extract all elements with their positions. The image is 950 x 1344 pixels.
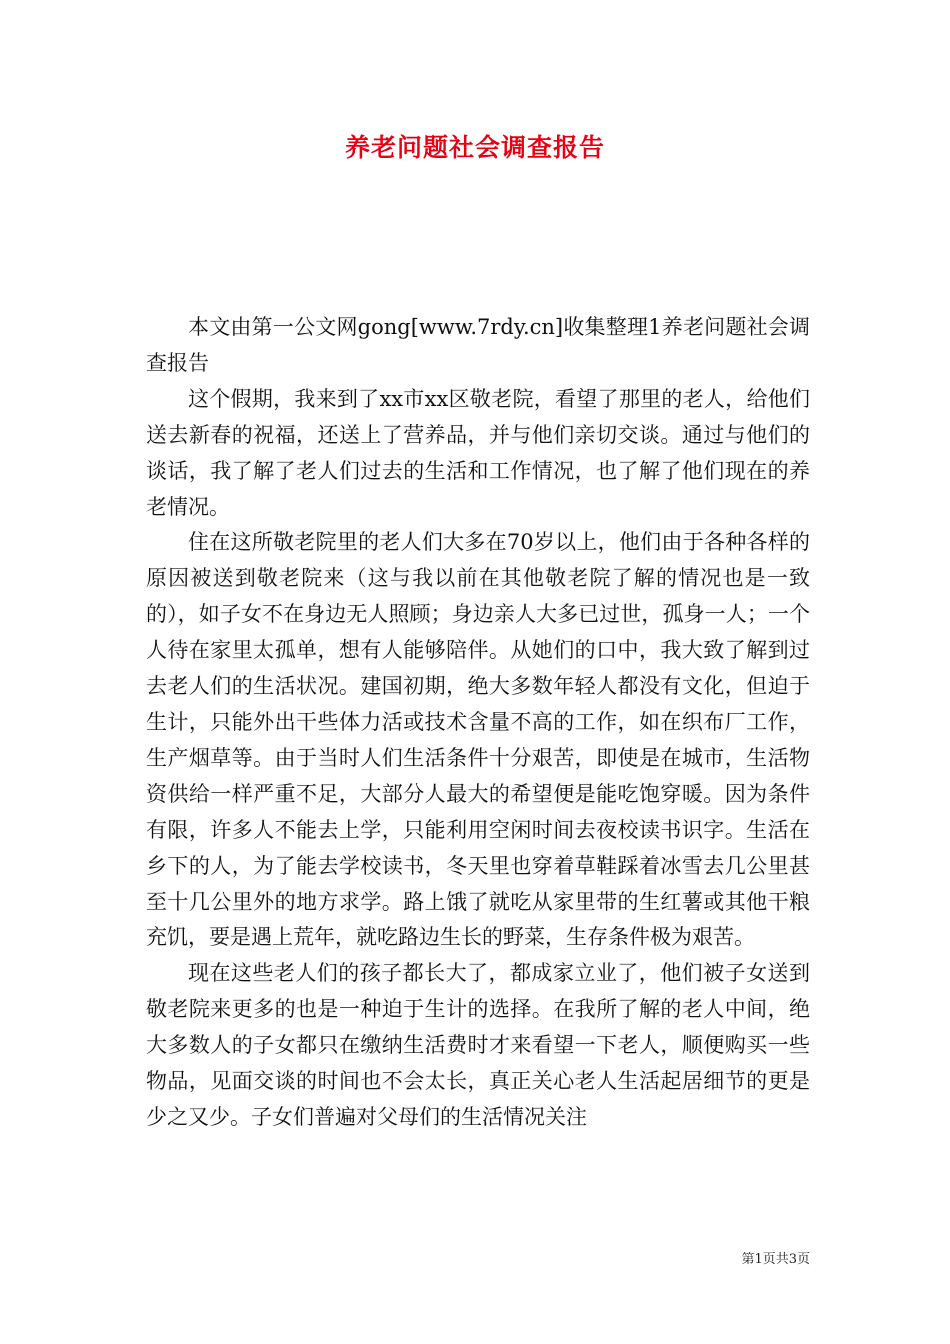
document-body	[146, 310, 810, 1136]
page-title: 养老问题社会调查报告	[344, 133, 605, 162]
page-indicator: 第1页共3页	[741, 1252, 810, 1267]
paragraph: 住在这所敬老院里的老人们大多在70岁以上，他们由于各种各样的原因被送到敬老院来（这与我以前在其他敬老院了解的情况也是一致的），如子女不在身边无人照顾；身边亲人大多已过世，孤身一人；一个人待在家里太孤单，想有人能够陪伴。从她们的口中，我大致了解到过去老人们的生活状况。建国初期，绝大多数年轻人都没有文化，但迫于生计，只能外出干些体力活或技术含量不高的工作，如在织布厂工作，生产烟草等。由于当时人们生活条件十分艰苦，即使是在城市，生活物资供给一样严重不足，大部分人最大的希望便是能吃饱穿暖。因为条件有限，许多人不能去上学，只能利用空闲时间去夜校读书识字。生活在乡下的人，为了能去学校读书，冬天里也穿着草鞋踩着冰雪去几公里甚至十几公里外的地方求学。路上饿了就吃从家里带的生红薯或其他干粮充饥，要是遇上荒年，就吃路边生长的野菜，生存条件极为艰苦。	[146, 530, 810, 950]
paragraph: 本文由第一公文网gong[www.7rdy.cn]收集整理1养老问题社会调查报告	[146, 315, 810, 375]
paragraph: 这个假期，我来到了xx市xx区敬老院，看望了那里的老人，给他们送去新春的祝福，还送上了营养品，并与他们亲切交谈。通过与他们的谈话，我了解了老人们过去的生活和工作情况，也了解了他们现在的养老情况。	[146, 386, 810, 519]
paragraph: 现在这些老人们的孩子都长大了，都成家立业了，他们被子女送到敬老院来更多的也是一种迫于生计的选择。在我所了解的老人中间，绝大多数人的子女都只在缴纳生活费时才来看望一下老人，顺便购买一些物品，见面交谈的时间也不会太长，真正关心老人生活起居细节的更是少之又少。子女们普遍对父母们的生活情况关注	[146, 961, 810, 1129]
